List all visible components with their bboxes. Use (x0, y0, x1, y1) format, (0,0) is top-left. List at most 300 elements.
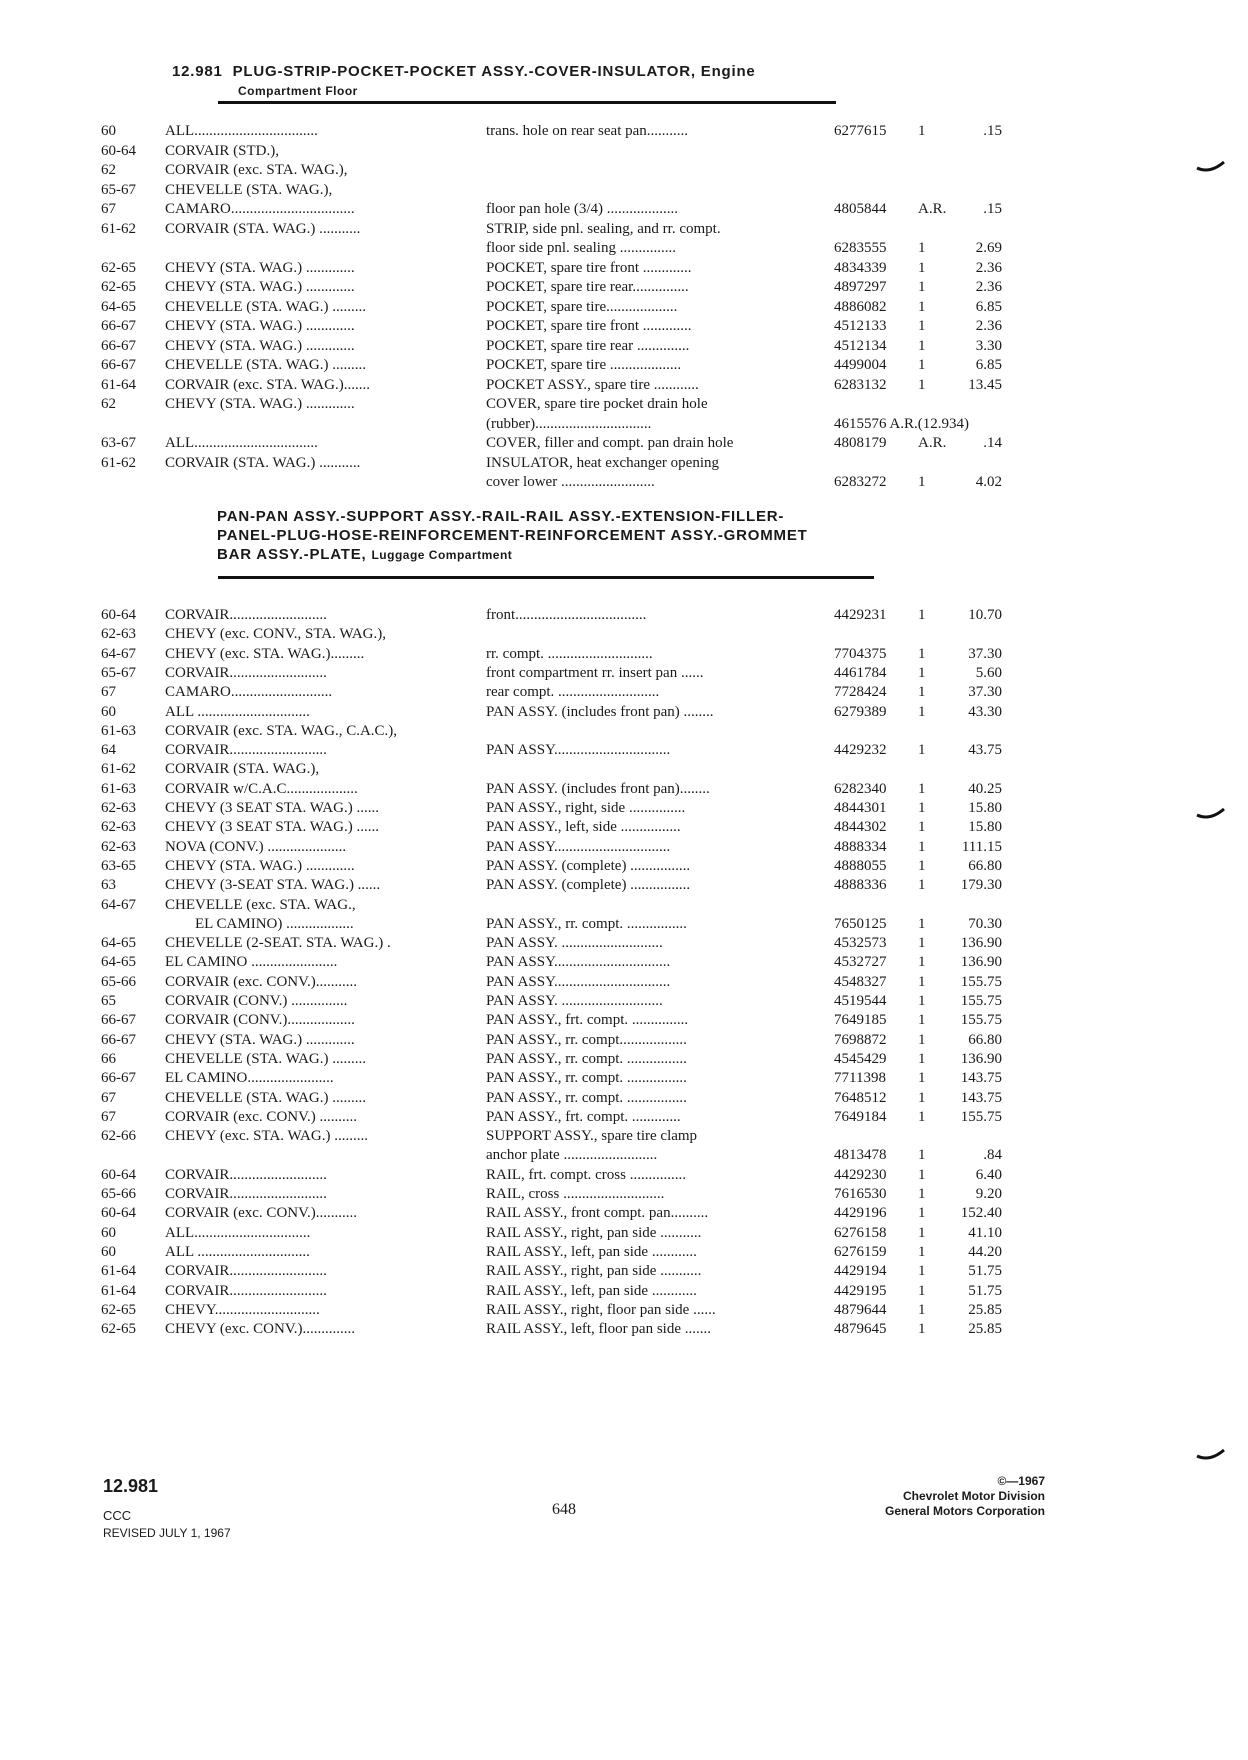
cell-price: 136.90 (960, 954, 1002, 971)
cell-quantity: 1 (918, 474, 926, 490)
cell-description: PAN ASSY............................... (486, 742, 671, 759)
cell-part-number: 4512134 (834, 337, 887, 354)
footer-revised: REVISED JULY 1, 1967 (103, 1526, 231, 1540)
section1-rule (218, 101, 836, 104)
section1-title: PLUG-STRIP-POCKET-POCKET ASSY.-COVER-INSULATOR, Engine (232, 63, 756, 80)
cell-year: 62 (101, 162, 116, 178)
cell-description: rr. compt. ............................ (486, 645, 653, 662)
table-row (0, 645, 1248, 664)
table-row (0, 664, 1248, 683)
cell-year: 66-67 (101, 1070, 136, 1087)
cell-part-number: 4844302 (834, 819, 887, 836)
table-row (0, 1224, 1248, 1243)
cell-price: .15 (983, 123, 1002, 139)
cell-model: CORVAIR (STD.), (165, 142, 279, 159)
cell-part-number: 4461784 (834, 664, 887, 681)
cell-year: 61-63 (101, 780, 136, 797)
cell-description: PAN ASSY., left, side ................ (486, 819, 681, 836)
table-row (0, 1108, 1248, 1127)
cell-year: 60-64 (101, 1166, 136, 1183)
cell-model: CHEVY (STA. WAG.) ............. (165, 279, 355, 295)
cell-year: 66-67 (101, 357, 136, 373)
cell-quantity: 1 (918, 780, 926, 797)
cell-description: RAIL ASSY., front compt. pan.......... (486, 1205, 709, 1222)
cell-description: PAN ASSY., rr. compt. ................ (486, 1089, 687, 1106)
cell-quantity: 1 (918, 645, 926, 662)
cell-part-number: 7711398 (834, 1070, 886, 1087)
table-row (0, 181, 1248, 200)
cell-part-number: 6276158 (834, 1224, 887, 1241)
cell-year: 60-64 (101, 607, 136, 623)
table-row (0, 1031, 1248, 1050)
table-row (0, 973, 1248, 992)
cell-quantity: 1 (918, 1050, 926, 1067)
cell-description: floor pan hole (3/4) ................... (486, 201, 679, 217)
cell-description: POCKET, spare tire rear............... (486, 279, 689, 295)
cell-price: 43.30 (968, 703, 1002, 720)
cell-quantity: 1 (918, 935, 926, 952)
cell-year: 66-67 (101, 337, 136, 354)
cell-part-number: 4879644 (834, 1301, 887, 1318)
cell-model: CORVAIR (STA. WAG.), (165, 761, 320, 778)
cell-quantity: 1 (918, 123, 926, 139)
cell-description: POCKET, spare tire front ............. (486, 318, 692, 334)
table-row (0, 1127, 1248, 1146)
table-row (0, 1146, 1248, 1165)
cell-part-number: 6277615 (834, 123, 887, 139)
cell-part-number: 4548327 (834, 973, 887, 990)
cell-year: 64-65 (101, 954, 136, 971)
cell-model: ALL................................. (165, 435, 318, 451)
table-row (0, 1204, 1248, 1223)
table-row (0, 1262, 1248, 1281)
cell-price: 143.75 (960, 1070, 1002, 1087)
cell-description: PAN ASSY. (includes front pan)........ (486, 780, 710, 797)
cell-description: PAN ASSY., rr. compt. ................ (486, 1070, 687, 1087)
cell-quantity: 1 (918, 1243, 926, 1260)
cell-year: 65-66 (101, 1186, 136, 1202)
cell-quantity: 1 (918, 318, 926, 334)
cell-part-number: 6283132 (834, 376, 887, 393)
cell-year: 61-64 (101, 376, 136, 393)
cell-price: 15.80 (968, 800, 1002, 816)
cell-description: PAN ASSY. (complete) ................ (486, 877, 691, 894)
cell-part-number: 7650125 (834, 915, 887, 932)
table-row (0, 857, 1248, 876)
footer-copyright: ©—1967 (997, 1474, 1045, 1488)
table-row (0, 1282, 1248, 1301)
cell-model: CORVAIR.......................... (165, 1263, 327, 1280)
cell-model: CORVAIR (exc. CONV.)........... (165, 1205, 357, 1222)
cell-part-number: 4429195 (834, 1282, 887, 1299)
cell-year: 67 (101, 1108, 116, 1125)
cell-description: RAIL, cross ........................... (486, 1186, 665, 1202)
cell-price: .14 (983, 435, 1002, 451)
cell-model: CHEVY (exc. STA. WAG.)......... (165, 645, 365, 662)
cell-part-number: 7704375 (834, 645, 887, 662)
cell-description: (rubber)............................... (486, 415, 652, 432)
cell-model: CHEVY (STA. WAG.) ............. (165, 396, 355, 412)
cell-model: CHEVY (exc. CONV.).............. (165, 1321, 355, 1338)
cell-description: RAIL ASSY., right, pan side ........... (486, 1224, 702, 1241)
section1-subtitle: Compartment Floor (238, 84, 358, 98)
table-row (0, 683, 1248, 702)
cell-part-number: 7698872 (834, 1031, 887, 1048)
table-row (0, 625, 1248, 644)
cell-price: 143.75 (960, 1089, 1002, 1106)
table-row (0, 278, 1248, 297)
cell-year: 65-67 (101, 181, 136, 198)
cell-quantity: 1 (918, 1012, 926, 1029)
cell-description: COVER, filler and compt. pan drain hole (486, 435, 734, 451)
cell-quantity: 1 (918, 1186, 926, 1202)
cell-quantity: 1 (918, 376, 926, 393)
cell-price: 4.02 (975, 474, 1002, 490)
cell-model: CHEVY (3-SEAT STA. WAG.) ...... (165, 877, 381, 894)
cell-description: STRIP, side pnl. sealing, and rr. compt. (486, 220, 721, 237)
cell-quantity: 1 (918, 1166, 926, 1183)
cell-quantity: 1 (918, 973, 926, 990)
cell-description: RAIL ASSY., right, pan side ........... (486, 1263, 702, 1280)
table-row (0, 1185, 1248, 1204)
cell-year: 62-65 (101, 279, 136, 295)
cell-part-number: 6282340 (834, 780, 887, 797)
cell-year: 60-64 (101, 1205, 136, 1222)
cell-description: PAN ASSY............................... (486, 838, 671, 855)
cell-price: 41.10 (968, 1224, 1002, 1241)
cell-model: CHEVY (STA. WAG.) ............. (165, 318, 355, 334)
cell-quantity: 1 (918, 1205, 926, 1222)
cell-part-number: 4844301 (834, 800, 887, 816)
table-row (0, 1050, 1248, 1069)
cell-description: front compartment rr. insert pan ...... (486, 664, 704, 681)
cell-year: 62-63 (101, 838, 136, 855)
table-row (0, 454, 1248, 473)
cell-quantity: 1 (918, 993, 926, 1009)
cell-price: 2.69 (975, 240, 1002, 256)
table-row (0, 337, 1248, 356)
cell-part-number: 4897297 (834, 279, 887, 295)
cell-part-number: 4519544 (834, 993, 887, 1009)
section2-heading-line3-sub: Luggage Compartment (371, 548, 513, 562)
cell-quantity: 1 (918, 664, 926, 681)
table-row (0, 473, 1248, 492)
cell-model: EL CAMINO ....................... (165, 954, 338, 971)
cell-description: PAN ASSY. ........................... (486, 935, 663, 952)
cell-year: 65-66 (101, 973, 136, 990)
cell-description: anchor plate ......................... (486, 1147, 658, 1164)
cell-description: PAN ASSY., frt. compt. ............... (486, 1012, 689, 1029)
cell-description: RAIL ASSY., left, floor pan side ....... (486, 1321, 711, 1338)
cell-model: CHEVELLE (STA. WAG.), (165, 181, 333, 198)
table-row (0, 915, 1248, 934)
cell-quantity: A.R. (918, 201, 947, 217)
cell-description: PAN ASSY............................... (486, 973, 671, 990)
cell-year: 61-64 (101, 1263, 136, 1280)
cell-description: RAIL ASSY., left, pan side ............ (486, 1282, 697, 1299)
cell-price: 111.15 (961, 838, 1002, 855)
cell-quantity: 1 (918, 838, 926, 855)
cell-year: 64 (101, 742, 116, 759)
table-row (0, 376, 1248, 395)
cell-model: CORVAIR (STA. WAG.) ........... (165, 454, 361, 471)
cell-model: EL CAMINO....................... (165, 1070, 334, 1087)
table-row (0, 142, 1248, 161)
cell-part-number: 4615576 A.R.(12.934) (834, 415, 969, 432)
cell-part-number: 4888336 (834, 877, 887, 894)
cell-quantity: A.R. (918, 435, 947, 451)
cell-price: 66.80 (968, 1031, 1002, 1048)
cell-price: 25.85 (968, 1301, 1002, 1318)
cell-model: CORVAIR.......................... (165, 664, 327, 681)
cell-description: PAN ASSY., frt. compt. ............. (486, 1108, 681, 1125)
section2-rule (218, 576, 874, 579)
table-row (0, 415, 1248, 434)
table-row (0, 896, 1248, 915)
cell-price: 155.75 (960, 1108, 1002, 1125)
cell-price: 51.75 (968, 1263, 1002, 1280)
cell-description: PAN ASSY., rr. compt. ................ (486, 1050, 687, 1067)
cell-model: ALL............................... (165, 1224, 311, 1241)
footer-corporation: General Motors Corporation (884, 1504, 1045, 1518)
cell-year: 64-67 (101, 896, 136, 913)
cell-quantity: 1 (918, 800, 926, 816)
cell-year: 61-62 (101, 761, 136, 778)
cell-year: 60 (101, 123, 116, 139)
cell-description: PAN ASSY., rr. compt.................. (486, 1031, 687, 1048)
cell-part-number: 7616530 (834, 1186, 887, 1202)
table-row (0, 161, 1248, 180)
cell-description: PAN ASSY., rr. compt. ................ (486, 915, 687, 932)
table-row (0, 992, 1248, 1011)
cell-quantity: 1 (918, 684, 926, 701)
cell-quantity: 1 (918, 337, 926, 354)
cell-price: 2.36 (975, 259, 1002, 276)
table-row (0, 780, 1248, 799)
cell-price: .84 (983, 1147, 1002, 1164)
cell-year: 65 (101, 993, 116, 1009)
cell-price: 15.80 (968, 819, 1002, 836)
cell-model: CHEVY (STA. WAG.) ............. (165, 337, 355, 354)
cell-part-number: 4512133 (834, 318, 887, 334)
cell-year: 66 (101, 1050, 116, 1067)
cell-price: 66.80 (968, 857, 1002, 874)
cell-model: CHEVY (3 SEAT STA. WAG.) ...... (165, 800, 379, 816)
table-row (0, 606, 1248, 625)
table-row (0, 220, 1248, 239)
cell-model: CHEVY (exc. CONV., STA. WAG.), (165, 626, 387, 643)
cell-model: CHEVELLE (STA. WAG.) ......... (165, 1050, 366, 1067)
cell-quantity: 1 (918, 1301, 926, 1318)
table-row (0, 259, 1248, 278)
cell-year: 62 (101, 396, 116, 412)
cell-year: 61-63 (101, 722, 136, 739)
table-row (0, 395, 1248, 414)
cell-model: CORVAIR (exc. CONV.)........... (165, 973, 357, 990)
footer-code: CCC (103, 1508, 132, 1523)
cell-model: CAMARO................................. (165, 201, 355, 217)
cell-part-number: 4886082 (834, 298, 887, 315)
cell-price: 136.90 (960, 1050, 1002, 1067)
cell-price: .15 (983, 201, 1002, 217)
cell-quantity: 1 (918, 742, 926, 759)
margin-check-mark-1 (1196, 160, 1226, 174)
cell-year: 60-64 (101, 142, 136, 159)
cell-price: 2.36 (975, 279, 1002, 295)
cell-year: 67 (101, 684, 116, 701)
cell-year: 60 (101, 1243, 116, 1260)
cell-model: ALL .............................. (165, 1243, 310, 1260)
table-row (0, 760, 1248, 779)
cell-year: 67 (101, 1089, 116, 1106)
table-row (0, 876, 1248, 895)
cell-price: 6.85 (975, 298, 1002, 315)
table-row (0, 356, 1248, 375)
table-row (0, 1320, 1248, 1339)
section2-heading-line2: PANEL-PLUG-HOSE-REINFORCEMENT-REINFORCEMENT ASSY.-GROMMET (217, 527, 808, 544)
cell-price: 13.45 (968, 376, 1002, 393)
cell-year: 67 (101, 201, 116, 217)
cell-year: 66-67 (101, 1031, 136, 1048)
cell-description: PAN ASSY. (complete) ................ (486, 857, 691, 874)
table-row (0, 1243, 1248, 1262)
cell-price: 43.75 (968, 742, 1002, 759)
cell-part-number: 4429230 (834, 1166, 887, 1183)
cell-description: RAIL ASSY., left, pan side ............ (486, 1243, 697, 1260)
table-row (0, 239, 1248, 258)
cell-quantity: 1 (918, 1108, 926, 1125)
cell-price: 3.30 (975, 337, 1002, 354)
cell-model: CORVAIR w/C.A.C................... (165, 780, 358, 797)
table-row (0, 722, 1248, 741)
cell-model: CHEVY............................ (165, 1301, 320, 1318)
cell-quantity: 1 (918, 607, 926, 623)
table-row (0, 1011, 1248, 1030)
cell-model: CHEVELLE (STA. WAG.) ......... (165, 1089, 366, 1106)
cell-part-number: 6276159 (834, 1243, 887, 1260)
cell-part-number: 4429231 (834, 607, 887, 623)
cell-part-number: 7649184 (834, 1108, 887, 1125)
cell-quantity: 1 (918, 279, 926, 295)
cell-part-number: 4532573 (834, 935, 887, 952)
cell-part-number: 6283272 (834, 474, 887, 490)
cell-quantity: 1 (918, 1147, 926, 1164)
table-row (0, 122, 1248, 141)
cell-year: 66-67 (101, 318, 136, 334)
cell-description: RAIL ASSY., right, floor pan side ...... (486, 1301, 716, 1318)
cell-price: 2.36 (975, 318, 1002, 334)
table-row (0, 1166, 1248, 1185)
cell-part-number: 4499004 (834, 357, 887, 373)
cell-price: 179.30 (960, 877, 1002, 894)
cell-model: CORVAIR.......................... (165, 1186, 327, 1202)
cell-description: front................................... (486, 607, 647, 623)
cell-model: CHEVELLE (STA. WAG.) ......... (165, 298, 366, 315)
cell-part-number: 4805844 (834, 201, 887, 217)
cell-part-number: 6283555 (834, 240, 887, 256)
footer-division: Chevrolet Motor Division (902, 1489, 1045, 1503)
cell-part-number: 4429232 (834, 742, 887, 759)
table-row (0, 741, 1248, 760)
cell-price: 40.25 (968, 780, 1002, 797)
cell-year: 60 (101, 1224, 116, 1241)
cell-price: 152.40 (960, 1205, 1002, 1222)
cell-description: COVER, spare tire pocket drain hole (486, 396, 708, 412)
cell-model: CHEVY (STA. WAG.) ............. (165, 259, 355, 276)
cell-quantity: 1 (918, 877, 926, 894)
cell-price: 5.60 (975, 664, 1002, 681)
cell-part-number: 7649185 (834, 1012, 887, 1029)
cell-price: 155.75 (960, 973, 1002, 990)
cell-part-number: 4532727 (834, 954, 887, 971)
cell-price: 44.20 (968, 1243, 1002, 1260)
cell-model: CORVAIR.......................... (165, 607, 327, 623)
cell-description: POCKET, spare tire rear .............. (486, 337, 690, 354)
cell-description: POCKET, spare tire................... (486, 298, 678, 315)
cell-model: CHEVELLE (exc. STA. WAG., (165, 896, 356, 913)
cell-year: 62-65 (101, 1301, 136, 1318)
cell-year: 62-66 (101, 1128, 136, 1145)
footer-page-number: 648 (552, 1501, 576, 1518)
cell-price: 37.30 (968, 645, 1002, 662)
cell-year: 61-62 (101, 220, 136, 237)
section2-heading-line3-main: BAR ASSY.-PLATE, (217, 546, 367, 563)
cell-quantity: 1 (918, 1282, 926, 1299)
cell-year: 61-62 (101, 454, 136, 471)
cell-part-number: 7648512 (834, 1089, 887, 1106)
cell-model: CORVAIR.......................... (165, 1282, 327, 1299)
cell-year: 62-65 (101, 1321, 136, 1338)
cell-part-number: 4808179 (834, 435, 887, 451)
cell-year: 63-67 (101, 435, 136, 451)
cell-year: 61-64 (101, 1282, 136, 1299)
cell-part-number: 4813478 (834, 1147, 887, 1164)
cell-model: CHEVY (STA. WAG.) ............. (165, 1031, 355, 1048)
cell-year: 64-65 (101, 298, 136, 315)
table-row (0, 818, 1248, 837)
cell-year: 60 (101, 703, 116, 720)
cell-quantity: 1 (918, 259, 926, 276)
cell-description: INSULATOR, heat exchanger opening (486, 454, 719, 471)
table-row (0, 200, 1248, 219)
cell-year: 62-65 (101, 259, 136, 276)
table-row (0, 838, 1248, 857)
cell-quantity: 1 (918, 298, 926, 315)
cell-model: NOVA (CONV.) ..................... (165, 838, 347, 855)
table-row (0, 934, 1248, 953)
cell-model: CHEVY (3 SEAT STA. WAG.) ...... (165, 819, 379, 836)
cell-model: CORVAIR (CONV.) ............... (165, 993, 348, 1009)
cell-part-number: 4888334 (834, 838, 887, 855)
cell-model: CORVAIR.......................... (165, 1166, 327, 1183)
cell-model: CORVAIR (exc. STA. WAG.), (165, 162, 348, 178)
cell-model: CORVAIR (exc. CONV.) .......... (165, 1108, 357, 1125)
cell-year: 66-67 (101, 1012, 136, 1029)
cell-description: PAN ASSY............................... (486, 954, 671, 971)
cell-quantity: 1 (918, 915, 926, 932)
cell-model: CORVAIR (exc. STA. WAG.)....... (165, 376, 370, 393)
cell-part-number: 7728424 (834, 684, 887, 701)
cell-part-number: 4429194 (834, 1263, 887, 1280)
table-row (0, 434, 1248, 453)
cell-quantity: 1 (918, 1224, 926, 1241)
cell-description: trans. hole on rear seat pan........... (486, 123, 689, 139)
table-row (0, 703, 1248, 722)
cell-model: CORVAIR (STA. WAG.) ........... (165, 220, 361, 237)
cell-quantity: 1 (918, 1263, 926, 1280)
cell-model: CORVAIR (exc. STA. WAG., C.A.C.), (165, 722, 398, 739)
cell-year: 63 (101, 877, 116, 894)
